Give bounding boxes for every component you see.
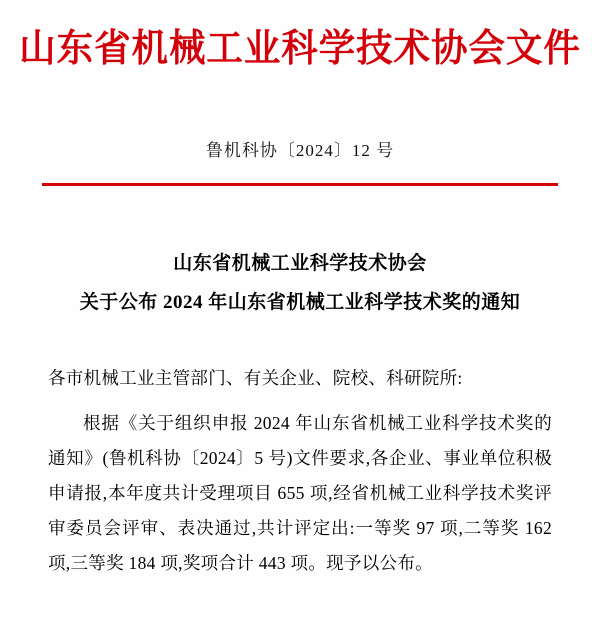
body-paragraph-1: 根据《关于组织申报 2024 年山东省机械工业科学技术奖的通知》(鲁机科协〔2024〕5 号)文件要求,各企业、事业单位积极申请报,本年度共计受理项目 655 项,经省机械工业科学技术奖评审委员会评审、表决通过,共计评定出:一等奖 97 项,二等奖 162 项,三等奖 184 项,奖项合计 443 项。现予以公布。 <box>48 413 552 574</box>
document-number: 鲁机科协〔2024〕12 号 <box>205 140 395 160</box>
red-divider-rule <box>42 183 558 186</box>
document-title-block <box>0 244 600 324</box>
document-body <box>48 361 552 581</box>
masthead <box>0 0 600 74</box>
body-salutation: 各市机械工业主管部门、有关企业、院校、科研院所: <box>48 368 463 389</box>
page-title-line-2: 关于公布 2024 年山东省机械工业科学技术奖的通知 <box>79 292 521 314</box>
masthead-title: 山东省机械工业科学技术协会文件 <box>19 28 581 70</box>
page-title-line-1: 山东省机械工业科学技术协会 <box>173 252 427 274</box>
